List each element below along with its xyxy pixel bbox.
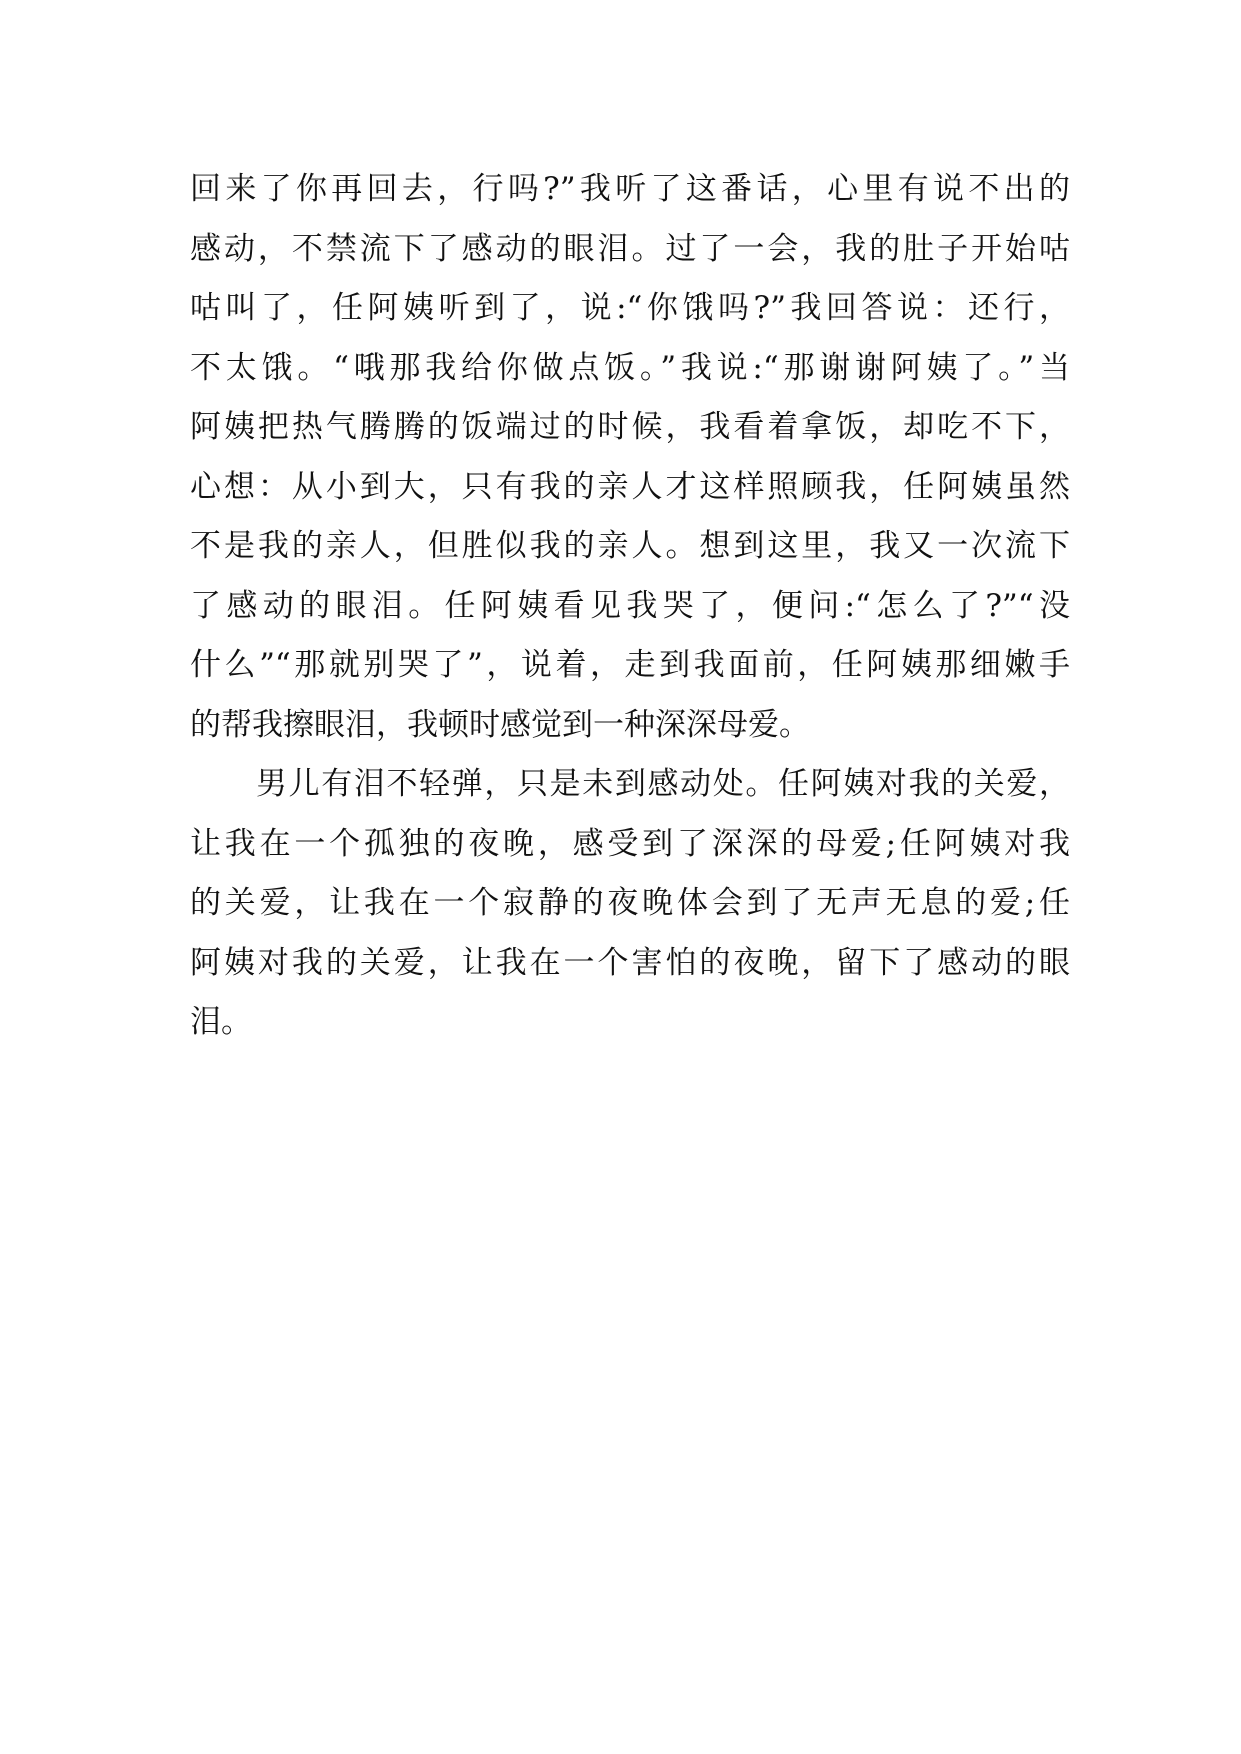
text-line: 什么”“那就别哭了”，说着，走到我面前，任阿姨那细嫩手 bbox=[190, 647, 1070, 683]
text-line: 不太饿。“哦那我给你做点饭。”我说:“那谢谢阿姨了。”当 bbox=[190, 349, 1070, 386]
text-line: 的关爱，让我在一个寂静的夜晚体会到了无声无息的爱;任 bbox=[190, 885, 1070, 921]
text-line: 咕叫了，任阿姨听到了，说:“你饿吗?”我回答说：还行， bbox=[190, 290, 1070, 326]
text-line: 心想：从小到大，只有我的亲人才这样照顾我，任阿姨虽然 bbox=[190, 468, 1070, 505]
text-line: 阿姨把热气腾腾的饭端过的时候，我看着拿饭，却吃不下， bbox=[190, 409, 1070, 445]
text-line: 泪。 bbox=[190, 1004, 252, 1040]
text-line: 让我在一个孤独的夜晚，感受到了深深的母爱;任阿姨对我 bbox=[190, 825, 1070, 862]
text-line: 感动，不禁流下了感动的眼泪。过了一会，我的肚子开始咕 bbox=[190, 230, 1070, 267]
document-body bbox=[190, 160, 1070, 1053]
text-line: 的帮我擦眼泪，我顿时感觉到一种深深母爱。 bbox=[190, 706, 810, 743]
text-line: 回来了你再回去，行吗?”我听了这番话，心里有说不出的 bbox=[190, 171, 1070, 207]
paragraph-2 bbox=[190, 755, 1070, 1053]
paragraph-1 bbox=[190, 160, 1070, 755]
text-line: 了感动的眼泪。任阿姨看见我哭了，便问:“怎么了?”“没 bbox=[190, 587, 1070, 624]
text-line: 男儿有泪不轻弹，只是未到感动处。任阿姨对我的关爱， bbox=[256, 766, 1070, 802]
text-line: 不是我的亲人，但胜似我的亲人。想到这里，我又一次流下 bbox=[190, 528, 1070, 564]
text-line: 阿姨对我的关爱，让我在一个害怕的夜晚，留下了感动的眼 bbox=[190, 944, 1070, 981]
